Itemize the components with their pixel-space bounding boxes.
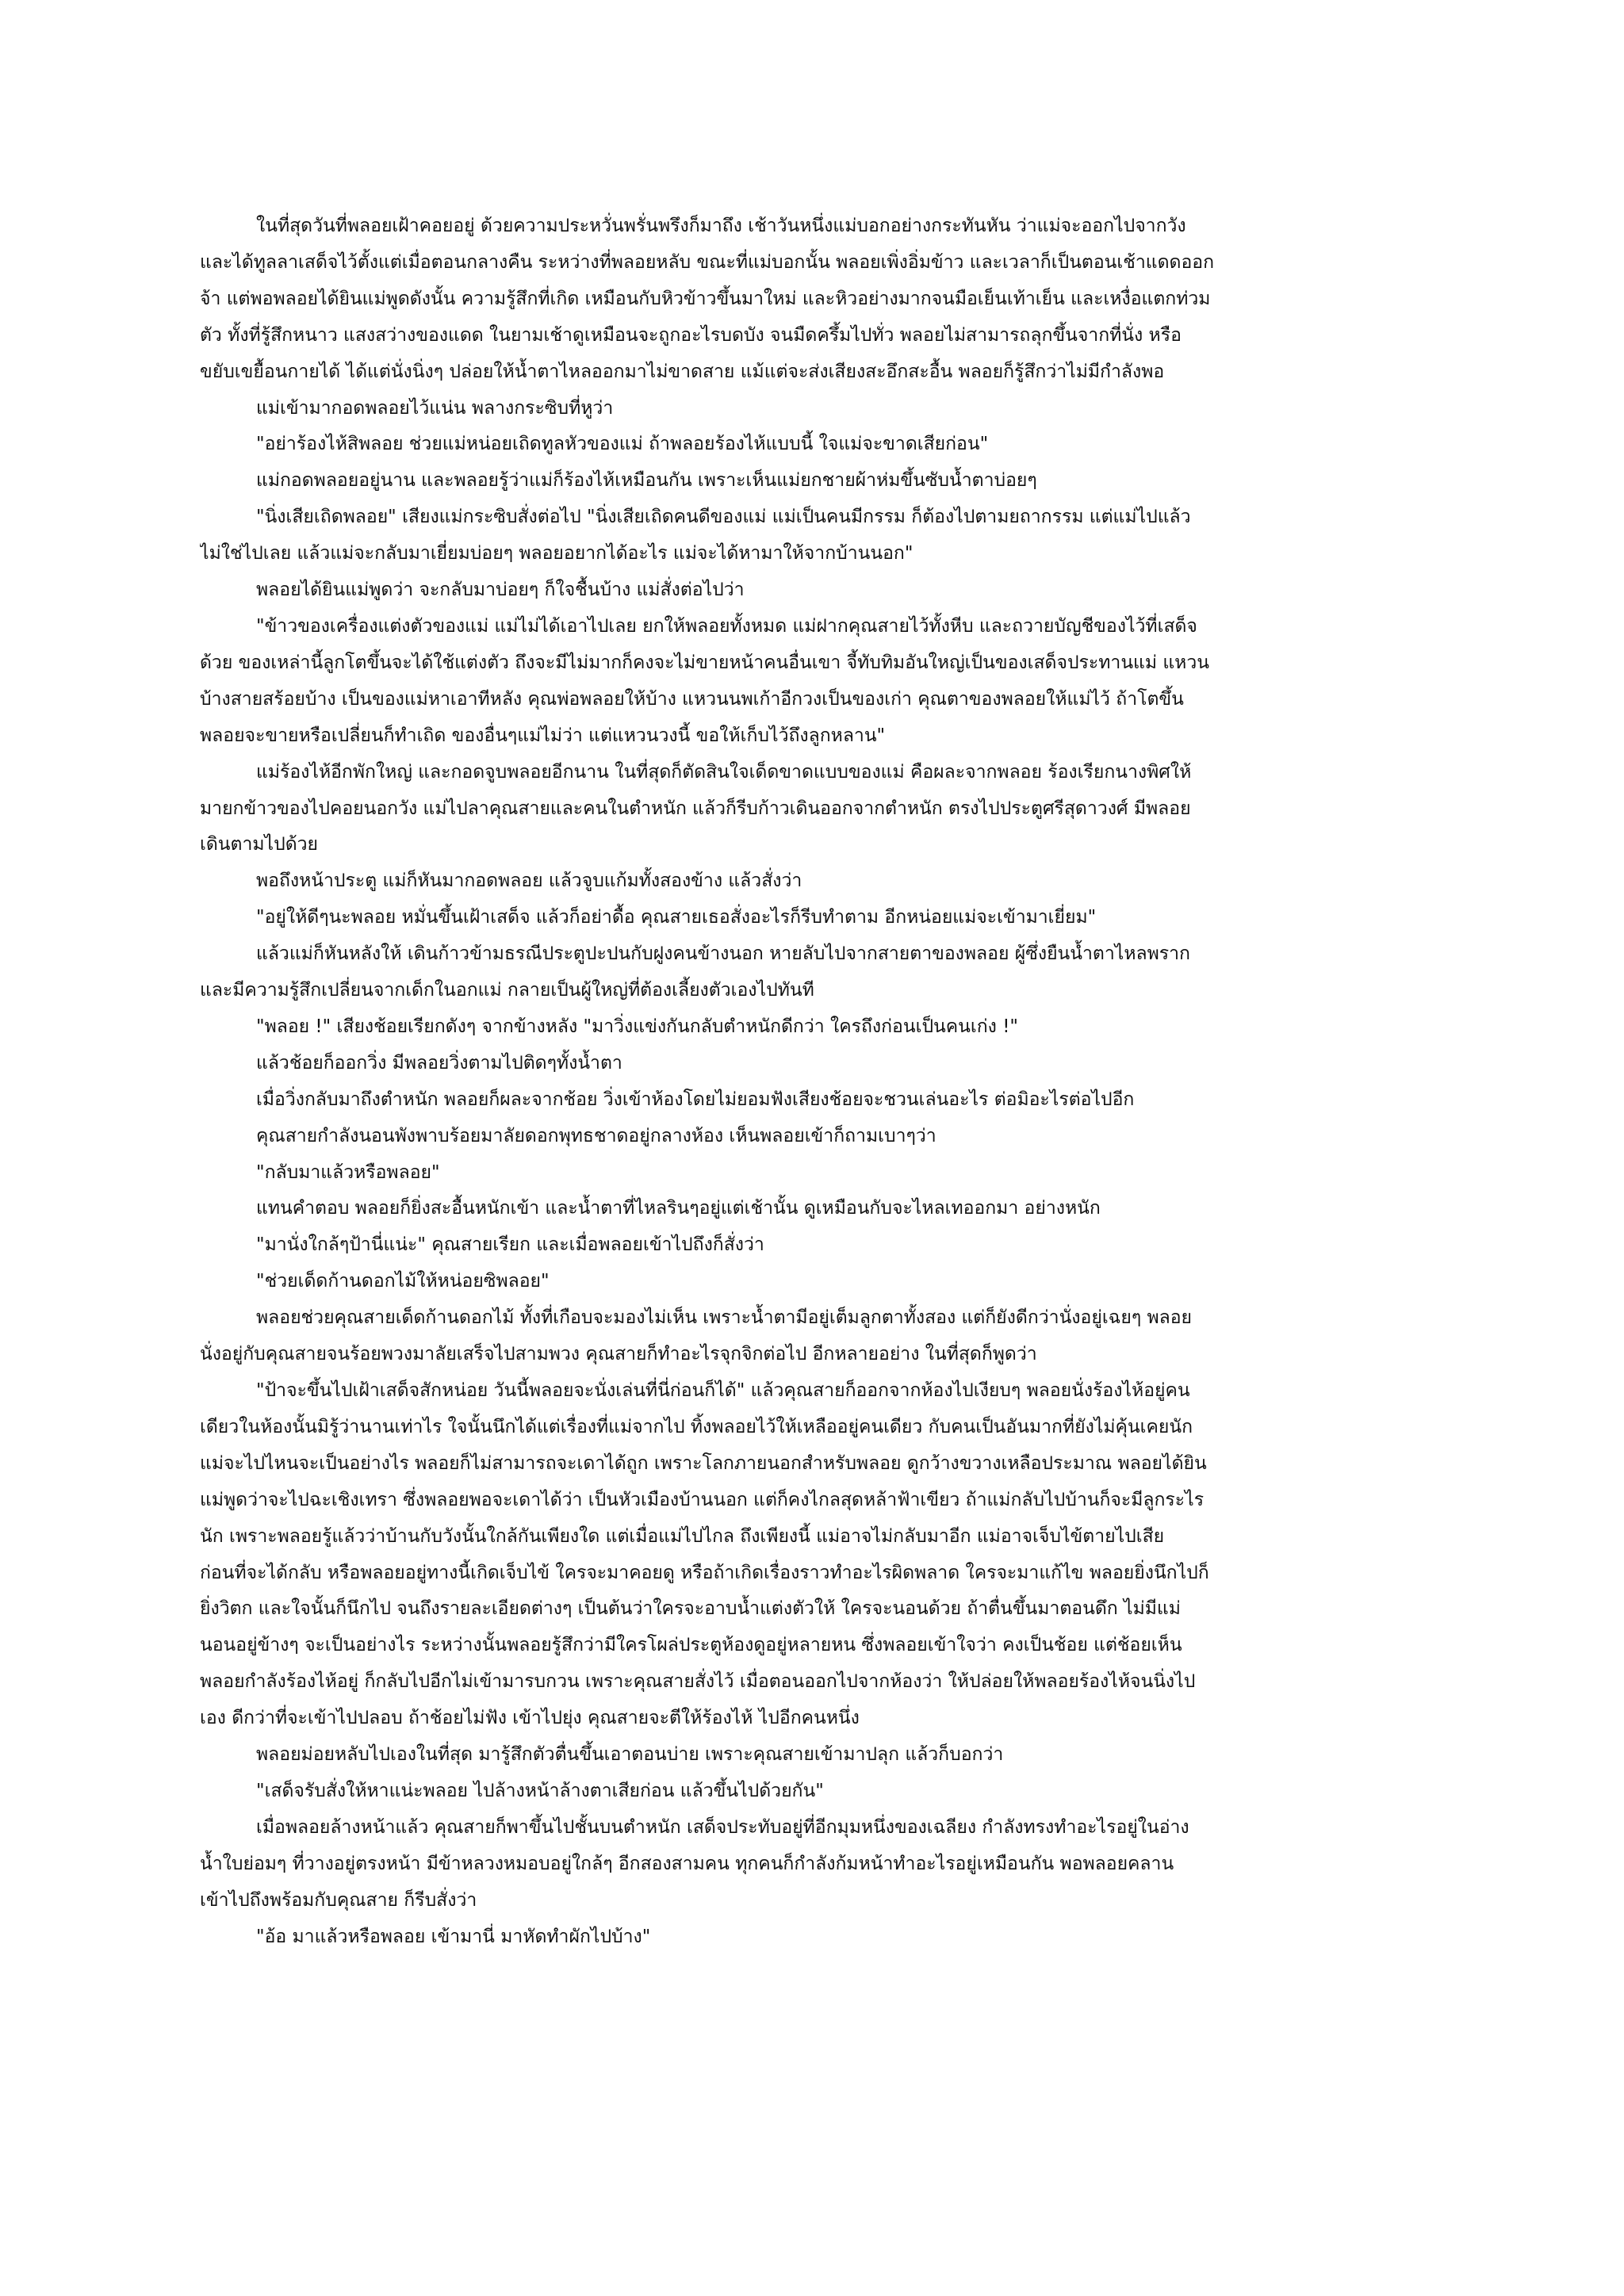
text-line: ยิ่งวิตก และใจนั้นก็นึกไป จนถึงรายละเอียดต่างๆ เป็นต้นว่าใครจะอาบน้ำแต่งตัวให้ ใครจะนอนด้วย ถ้าตื่นขึ้นมาตอนดึก ไม่มีแม่ bbox=[200, 1598, 1181, 1620]
text-line: "เสด็จรับสั่งให้หาแน่ะพลอย ไปล้างหน้าล้างตาเสียก่อน แล้วขึ้นไปด้วยกัน" bbox=[256, 1780, 824, 1801]
paragraph bbox=[200, 1300, 1427, 1373]
body-text bbox=[200, 209, 1427, 1956]
text-line: เมื่อวิ่งกลับมาถึงตำหนัก พลอยก็ผละจากช้อย วิ่งเข้าห้องโดยไม่ยอมฟังเสียงช้อยจะชวนเล่นอะไร ต่อมิอะไรต่อไปอีก bbox=[256, 1089, 1135, 1110]
text-line: แล้วช้อยก็ออกวิ่ง มีพลอยวิ่งตามไปติดๆทั้งน้ำตา bbox=[256, 1052, 622, 1073]
text-line: "อยู่ให้ดีๆนะพลอย หมั่นขึ้นเฝ้าเสด็จ แล้วก็อย่าดื้อ คุณสายเธอสั่งอะไรก็รีบทำตาม อีกหน่อยแม่จะเข้ามาเยี่ยม" bbox=[256, 907, 1097, 928]
text-line: ขยับเขยื้อนกายได้ ได้แต่นั่งนิ่งๆ ปล่อยให้น้ำตาไหลออกมาไม่ขาดสาย แม้แต่จะส่งเสียงสะอึกสะอื้น พลอยก็รู้สึกว่าไม่มีกำลังพอ bbox=[200, 361, 1165, 382]
text-line: แม่พูดว่าจะไปฉะเชิงเทรา ซึ่งพลอยพอจะเดาได้ว่า เป็นหัวเมืองบ้านนอก แต่ก็คงไกลสุดหล้าฟ้าเขียว ถ้าแม่กลับไปบ้านก็จะมีลูกระไร bbox=[200, 1489, 1205, 1510]
paragraph bbox=[200, 1082, 1427, 1119]
text-line: แทนคำตอบ พลอยก็ยิ่งสะอื้นหนักเข้า และน้ำตาที่ไหลรินๆอยู่แต่เช้านั้น ดูเหมือนกับจะไหลเทออกมา อย่างหนัก bbox=[256, 1198, 1101, 1219]
paragraph bbox=[200, 499, 1427, 572]
text-line: ก่อนที่จะได้กลับ หรือพลอยอยู่ทางนี้เกิดเจ็บไข้ ใครจะมาคอยดู หรือถ้าเกิดเรื่องราวทำอะไรผิดพลาด ใครจะมาแก้ไข พลอยยิ่งนึกไปก็ bbox=[200, 1562, 1209, 1583]
text-line: "อ้อ มาแล้วหรือพลอย เข้ามานี่ มาหัดทำผักไปบ้าง" bbox=[256, 1926, 651, 1947]
paragraph bbox=[200, 609, 1427, 755]
paragraph bbox=[200, 1191, 1427, 1227]
text-line: เมื่อพลอยล้างหน้าแล้ว คุณสายก็พาขึ้นไปชั้นบนตำหนัก เสด็จประทับอยู่ที่อีกมุมหนึ่งของเฉลียง กำลังทรงทำอะไรอยู่ในอ่าง bbox=[256, 1816, 1189, 1838]
text-line: เดินตามไปด้วย bbox=[200, 834, 319, 855]
text-line: น้ำใบย่อมๆ ที่วางอยู่ตรงหน้า มีข้าหลวงหมอบอยู่ใกล้ๆ อีกสองสามคน ทุกคนก็กำลังก้มหน้าทำอะไรอยู่เหมือนกัน พอพลอยคลาน bbox=[200, 1853, 1174, 1874]
paragraph bbox=[200, 1919, 1427, 1956]
text-line: ด้วย ของเหล่านี้ลูกโตขึ้นจะได้ใช้แต่งตัว ถึงจะมีไม่มากก็คงจะไม่ขายหน้าคนอื่นเขา จี้ทับทิมอันใหญ่เป็นของเสด็จประทานแม่ แหวน bbox=[200, 652, 1209, 673]
text-line: ตัว ทั้งที่รู้สึกหนาว แสงสว่างของแดด ในยามเช้าดูเหมือนจะถูกอะไรบดบัง จนมืดครึ้มไปทั่ว พลอยไม่สามารถลุกขึ้นจากที่นั่ง หรือ bbox=[200, 324, 1182, 346]
paragraph bbox=[200, 936, 1427, 1009]
text-line: แม่กอดพลอยอยู่นาน และพลอยรู้ว่าแม่ก็ร้องไห้เหมือนกัน เพราะเห็นแม่ยกชายผ้าห่มขึ้นซับน้ำตาบ่อยๆ bbox=[256, 470, 1037, 492]
paragraph bbox=[200, 1373, 1427, 1737]
text-line: พลอยได้ยินแม่พูดว่า จะกลับมาบ่อยๆ ก็ใจชื้นบ้าง แม่สั่งต่อไปว่า bbox=[256, 580, 745, 601]
text-line: เอง ดีกว่าที่จะเข้าไปปลอบ ถ้าช้อยไม่ฟัง เข้าไปยุ่ง คุณสายจะตีให้ร้องไห้ ไปอีกคนหนึ่ง bbox=[200, 1708, 860, 1729]
paragraph bbox=[200, 572, 1427, 609]
text-line: พลอยจะขายหรือเปลี่ยนก็ทำเถิด ของอื่นๆแม่ไม่ว่า แต่แหวนวงนี้ ขอให้เก็บไว้ถึงลูกหลาน" bbox=[200, 725, 886, 746]
text-line: "ป้าจะขึ้นไปเฝ้าเสด็จสักหน่อย วันนี้พลอยจะนั่งเล่นที่นี่ก่อนก็ได้" แล้วคุณสายก็ออกจากห้องไปเงียบๆ พลอยนั่งร้องไห้อยู่คน bbox=[256, 1380, 1190, 1401]
text-line: บ้างสายสร้อยบ้าง เป็นของแม่หาเอาทีหลัง คุณพ่อพลอยให้บ้าง แหวนนพเก้าอีกวงเป็นของเก่า คุณตาของพลอยให้แม่ไว้ ถ้าโตขึ้น bbox=[200, 688, 1184, 710]
text-line: ไม่ใช่ไปเลย แล้วแม่จะกลับมาเยี่ยมบ่อยๆ พลอยอยากได้อะไร แม่จะได้หามาให้จากบ้านนอก" bbox=[200, 543, 914, 564]
paragraph bbox=[200, 1264, 1427, 1300]
paragraph bbox=[200, 1119, 1427, 1155]
text-line: "มานั่งใกล้ๆป้านี่แน่ะ" คุณสายเรียก และเมื่อพลอยเข้าไปถึงก็สั่งว่า bbox=[256, 1234, 764, 1256]
text-line: นัก เพราะพลอยรู้แล้วว่าบ้านกับวังนั้นใกล้กันเพียงใด แต่เมื่อแม่ไปไกล ถึงเพียงนี้ แม่อาจไม่กลับมาอีก แม่อาจเจ็บไข้ตายไปเสีย bbox=[200, 1525, 1165, 1547]
text-line: มายกข้าวของไปคอยนอกวัง แม่ไปลาคุณสายและคนในตำหนัก แล้วก็รีบก้าวเดินออกจากตำหนัก ตรงไปประตูศรีสุดาวงศ์ มีพลอย bbox=[200, 798, 1191, 819]
paragraph bbox=[200, 900, 1427, 936]
paragraph bbox=[200, 463, 1427, 499]
paragraph bbox=[200, 1155, 1427, 1192]
text-line: เข้าไปถึงพร้อมกับคุณสาย ก็รีบสั่งว่า bbox=[200, 1889, 477, 1911]
text-line: แม่เข้ามากอดพลอยไว้แน่น พลางกระซิบที่หูว่า bbox=[256, 397, 614, 419]
text-line: พลอยม่อยหลับไปเองในที่สุด มารู้สึกตัวตื่นขึ้นเอาตอนบ่าย เพราะคุณสายเข้ามาปลุก แล้วก็บอกว่า bbox=[256, 1744, 1004, 1766]
text-line: และได้ทูลลาเสด็จไว้ตั้งแต่เมื่อตอนกลางคืน ระหว่างที่พลอยหลับ ขณะที่แม่บอกนั้น พลอยเพิ่งอิ่มข้าว และเวลาก็เป็นตอนเช้าแดดออก bbox=[200, 251, 1215, 273]
text-line: นั่งอยู่กับคุณสายจนร้อยพวงมาลัยเสร็จไปสามพวง คุณสายก็ทำอะไรจุกจิกต่อไป อีกหลายอย่าง ในที่สุดก็พูดว่า bbox=[200, 1344, 1037, 1365]
paragraph bbox=[200, 1046, 1427, 1082]
paragraph bbox=[200, 1009, 1427, 1046]
paragraph bbox=[200, 755, 1427, 864]
text-line: พอถึงหน้าประตู แม่ก็หันมากอดพลอย แล้วจูบแก้มทั้งสองข้าง แล้วสั่งว่า bbox=[256, 871, 802, 892]
paragraph bbox=[200, 1227, 1427, 1264]
paragraph bbox=[200, 427, 1427, 463]
text-line: ในที่สุดวันที่พลอยเฝ้าคอยอยู่ ด้วยความประหวั่นพรั่นพรึงก็มาถึง เช้าวันหนึ่งแม่บอกอย่างกระทันหัน ว่าแม่จะออกไปจากวัง bbox=[256, 216, 1186, 236]
text-line: แม่จะไปไหนจะเป็นอย่างไร พลอยก็ไม่สามารถจะเดาได้ถูก เพราะโลกภายนอกสำหรับพลอย ดูกว้างขวางเหลือประมาณ พลอยได้ยิน bbox=[200, 1452, 1207, 1474]
text-line: เดียวในห้องนั้นมิรู้ว่านานเท่าไร ใจนั้นนึกได้แต่เรื่องที่แม่จากไป ทิ้งพลอยไว้ให้เหลืออยู่คนเดียว กับคนเป็นอันมากที่ยังไม่คุ้นเคยนัก bbox=[200, 1416, 1193, 1437]
text-line: พลอยช่วยคุณสายเด็ดก้านดอกไม้ ทั้งที่เกือบจะมองไม่เห็น เพราะน้ำตามีอยู่เต็มลูกตาทั้งสอง แต่ก็ยังดีกว่านั่งอยู่เฉยๆ พลอย bbox=[256, 1307, 1193, 1329]
paragraph bbox=[200, 209, 1427, 391]
text-line: และมีความรู้สึกเปลี่ยนจากเด็กในอกแม่ กลายเป็นผู้ใหญ่ที่ต้องเลี้ยงตัวเองไปทันที bbox=[200, 980, 814, 1001]
paragraph bbox=[200, 391, 1427, 427]
text-line: "พลอย !" เสียงช้อยเรียกดังๆ จากข้างหลัง "มาวิ่งแข่งกันกลับตำหนักดีกว่า ใครถึงก่อนเป็นคนเก่ง !" bbox=[256, 1016, 1019, 1037]
text-line: แม่ร้องไห้อีกพักใหญ่ และกอดจูบพลอยอีกนาน ในที่สุดก็ตัดสินใจเด็ดขาดแบบของแม่ คือผละจากพลอย ร้องเรียกนางพิศให้ bbox=[256, 761, 1192, 783]
text-line: คุณสายกำลังนอนพังพาบร้อยมาลัยดอกพุทธชาดอยู่กลางห้อง เห็นพลอยเข้าก็ถามเบาๆว่า bbox=[256, 1125, 936, 1146]
paragraph bbox=[200, 1774, 1427, 1810]
paragraph bbox=[200, 863, 1427, 900]
text-line: จ้า แต่พอพลอยได้ยินแม่พูดดังนั้น ความรู้สึกที่เกิด เหมือนกับหิวข้าวขึ้นมาใหม่ และหิวอย่างมากจนมือเย็นเท้าเย็น และเหงื่อแตกท่วม bbox=[200, 288, 1211, 309]
paragraph bbox=[200, 1810, 1427, 1919]
text-line: นอนอยู่ข้างๆ จะเป็นอย่างไร ระหว่างนั้นพลอยรู้สึกว่ามีใครโผล่ประตูห้องดูอยู่หลายหน ซึ่งพลอยเข้าใจว่า คงเป็นช้อย แต่ช้อยเห็น bbox=[200, 1635, 1182, 1656]
text-line: "ช่วยเด็ดก้านดอกไม้ให้หน่อยซิพลอย" bbox=[256, 1271, 550, 1292]
text-line: "ข้าวของเครื่องแต่งตัวของแม่ แม่ไม่ได้เอาไปเลย ยกให้พลอยทั้งหมด แม่ฝากคุณสายไว้ทั้งหีบ และถวายบัญชีของไว้ที่เสด็จ bbox=[256, 615, 1197, 637]
text-line: "อย่าร้องไห้สิพลอย ช่วยแม่หน่อยเถิดทูลหัวของแม่ ถ้าพลอยร้องไห้แบบนี้ ใจแม่จะขาดเสียก่อน" bbox=[256, 434, 989, 455]
text-line: พลอยกำลังร้องไห้อยู่ ก็กลับไปอีกไม่เข้ามารบกวน เพราะคุณสายสั่งไว้ เมื่อตอนออกไปจากห้องว่า ให้ปล่อยให้พลอยร้องไห้จนนิ่งไป bbox=[200, 1671, 1196, 1693]
text-line: "นิ่งเสียเถิดพลอย" เสียงแม่กระซิบสั่งต่อไป "นิ่งเสียเถิดคนดีของแม่ แม่เป็นคนมีกรรม ก็ต้องไปตามยถากรรม แต่แม่ไปแล้ว bbox=[256, 507, 1191, 528]
paragraph bbox=[200, 1737, 1427, 1774]
text-line: แล้วแม่ก็หันหลังให้ เดินก้าวข้ามธรณีประตูปะปนกับฝูงคนข้างนอก หายลับไปจากสายตาของพลอย ผู้ซึ่งยืนน้ำตาไหลพราก bbox=[256, 943, 1190, 965]
text-line: "กลับมาแล้วหรือพลอย" bbox=[256, 1161, 440, 1183]
